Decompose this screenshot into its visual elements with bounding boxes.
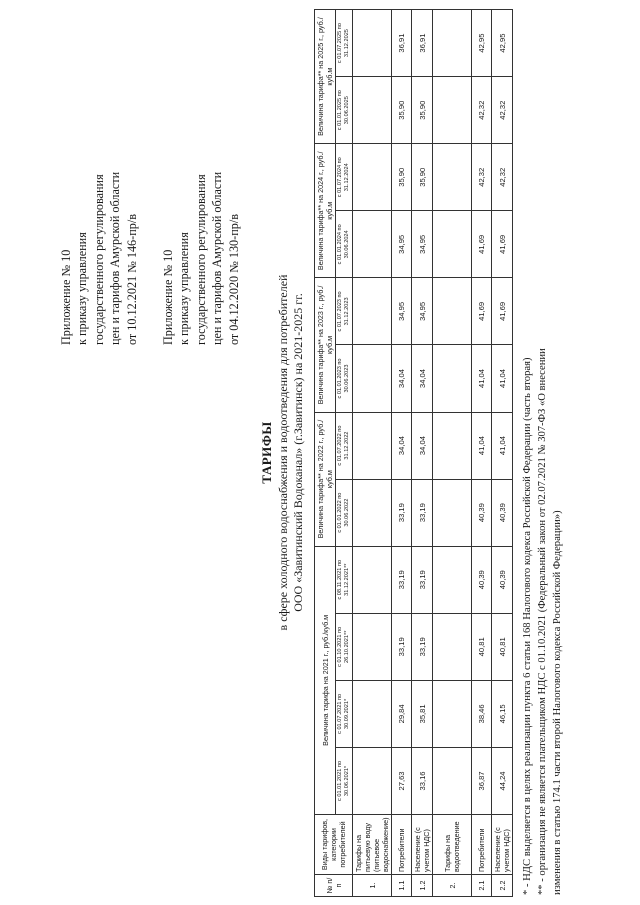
tariff-value-cell [353, 144, 392, 211]
header-year-2025: Величина тарифа** на 2025 г., руб./куб.м [315, 10, 336, 144]
tariff-value-cell [433, 412, 472, 479]
tariff-value-cell [433, 546, 472, 613]
tariff-value-cell [353, 77, 392, 144]
tariff-value-cell: 41,04 [472, 412, 492, 479]
tariff-value-cell [353, 10, 392, 77]
tariff-value-cell [433, 345, 472, 412]
header-year-2023: Величина тарифа** на 2023 г., руб./куб.м [315, 278, 336, 412]
tariff-value-cell: 40,39 [472, 479, 492, 546]
section-row [433, 10, 472, 897]
tariff-table [314, 9, 513, 897]
header-year-2021: Величина тарифа на 2021 г., руб./куб.м [315, 546, 336, 814]
header-year-2024: Величина тарифа** на 2024 г., руб./куб.м [315, 144, 336, 278]
tariff-value-cell: 34,04 [412, 345, 433, 412]
title-line: ООО «Завитинский Водоканал» (г.Завитинск) на 2021-2025 гг. [291, 293, 305, 612]
appendix-line: от 04.12.2020 № 130-пр/в [226, 214, 241, 345]
appendix-line: государственного регулирования [91, 174, 106, 345]
tariff-value-cell: 41,04 [472, 345, 492, 412]
tariff-value-cell: 41,69 [492, 278, 513, 345]
tariff-value-cell [353, 278, 392, 345]
table-body [353, 10, 513, 897]
period-header: с 01.07.2025 по 31.12.2025 [336, 10, 353, 77]
tariff-value-cell: 35,90 [392, 77, 412, 144]
period-header: с 01.07.2024 по 31.12.2024 [336, 144, 353, 211]
appendix-line: к приказу управления [75, 232, 90, 345]
appendix-line: к приказу управления [177, 232, 192, 345]
title-line: в сфере холодного водоснабжения и водоотведения для потребителей [276, 274, 290, 631]
section-row [353, 10, 392, 897]
tariff-value-cell [353, 613, 392, 680]
tariff-value-cell: 46,15 [492, 680, 513, 747]
tariff-value-cell [353, 680, 392, 747]
row-name: Тарифы на питьевую воду (питьевое водоснабжение) [353, 815, 392, 875]
table-row [472, 10, 492, 897]
tariff-value-cell: 42,95 [472, 10, 492, 77]
tariff-value-cell: 40,39 [492, 479, 513, 546]
header-number: № п/п [315, 875, 353, 897]
tariff-value-cell: 42,32 [472, 77, 492, 144]
row-number: 2. [433, 875, 472, 897]
tariff-value-cell [433, 479, 472, 546]
tariff-value-cell: 34,04 [392, 345, 412, 412]
tariff-value-cell: 36,91 [392, 10, 412, 77]
period-header: с 01.01.2025 по 30.06.2025 [336, 77, 353, 144]
row-number: 1.2 [412, 875, 433, 897]
tariff-value-cell: 35,90 [412, 144, 433, 211]
footnotes [520, 5, 565, 895]
row-number: 1. [353, 875, 392, 897]
period-header: с 01.10.2021 по 26.10.2021** [336, 613, 353, 680]
tariff-value-cell: 34,95 [412, 211, 433, 278]
title-heading: ТАРИФЫ [259, 421, 274, 484]
tariff-value-cell: 42,95 [492, 10, 513, 77]
footnote: изменения в статью 174.1 части второй Налогового кодекса Российской Федерации») [552, 510, 563, 895]
tariff-value-cell: 33,19 [392, 613, 412, 680]
tariff-value-cell: 33,19 [412, 613, 433, 680]
header-tariff-type: Виды тарифов, категории потребителей [315, 815, 353, 875]
tariff-value-cell [433, 747, 472, 814]
tariff-value-cell: 41,69 [472, 278, 492, 345]
tariff-value-cell: 34,04 [392, 412, 412, 479]
period-header: с 01.01.2021 по 30.06.2021* [336, 747, 353, 814]
header-year-2022: Величина тарифа** на 2022 г., руб./куб.м [315, 412, 336, 546]
period-header: с 01.07.2023 по 31.12.2023 [336, 278, 353, 345]
appendix-previous-reference [160, 172, 242, 345]
tariff-value-cell: 33,16 [412, 747, 433, 814]
period-header: с 01.01.2022 по 30.06.2022 [336, 479, 353, 546]
footnote: ** - организация не является плательщиком НДС с 01.10.2021 (Федеральный закон от 02.07.2021 № 307-ФЗ «О внесении [537, 348, 548, 895]
tariff-value-cell: 33,19 [392, 546, 412, 613]
tariff-value-cell: 40,39 [472, 546, 492, 613]
tariff-value-cell [433, 278, 472, 345]
row-number: 1.1 [392, 875, 412, 897]
row-name: Тарифы на водоотведение [433, 815, 472, 875]
row-number: 2.2 [492, 875, 513, 897]
tariff-value-cell: 35,81 [412, 680, 433, 747]
appendix-line: цен и тарифов Амурской области [108, 171, 123, 345]
tariff-value-cell: 33,19 [412, 479, 433, 546]
period-header: с 08.11.2021 по 31.12.2021** [336, 546, 353, 613]
tariff-value-cell: 33,19 [412, 546, 433, 613]
row-name: Население (с учетом НДС) [412, 815, 433, 875]
tariff-value-cell [433, 77, 472, 144]
tariff-value-cell [353, 211, 392, 278]
period-header: с 01.07.2021 по 30.09.2021* [336, 680, 353, 747]
tariff-value-cell: 42,32 [492, 77, 513, 144]
tariff-value-cell: 35,90 [392, 144, 412, 211]
appendix-line: цен и тарифов Амурской области [210, 171, 225, 345]
document-title [258, 0, 306, 905]
table-row [492, 10, 513, 897]
tariff-value-cell: 34,95 [412, 278, 433, 345]
appendix-line: государственного регулирования [193, 174, 208, 345]
tariff-value-cell: 41,69 [492, 211, 513, 278]
tariff-value-cell [353, 412, 392, 479]
tariff-value-cell: 33,19 [392, 479, 412, 546]
tariff-value-cell: 42,32 [472, 144, 492, 211]
period-header: с 01.01.2023 по 30.06.2023 [336, 345, 353, 412]
row-name: Потребители [392, 815, 412, 875]
tariff-value-cell: 44,24 [492, 747, 513, 814]
tariff-value-cell: 42,32 [492, 144, 513, 211]
tariff-value-cell: 41,04 [492, 412, 513, 479]
tariff-value-cell: 40,81 [472, 613, 492, 680]
appendix-line: Приложение № 10 [59, 249, 73, 345]
tariff-value-cell [353, 345, 392, 412]
tariff-value-cell: 34,95 [392, 278, 412, 345]
row-name: Население (с учетом НДС) [492, 815, 513, 875]
tariff-value-cell: 41,04 [492, 345, 513, 412]
tariff-value-cell [353, 546, 392, 613]
appendix-current-reference [58, 172, 140, 345]
tariff-value-cell [433, 680, 472, 747]
tariff-value-cell: 40,81 [492, 613, 513, 680]
tariff-value-cell: 34,04 [412, 412, 433, 479]
tariff-value-cell: 27,63 [392, 747, 412, 814]
period-header: с 01.01.2024 по 30.06.2024 [336, 211, 353, 278]
appendix-line: от 10.12.2021 № 146-пр/в [124, 214, 139, 345]
tariff-value-cell [433, 144, 472, 211]
tariff-value-cell: 34,95 [392, 211, 412, 278]
tariff-value-cell [433, 211, 472, 278]
period-header: с 01.07.2022 по 31.12.2022 [336, 412, 353, 479]
tariff-value-cell: 35,90 [412, 77, 433, 144]
appendix-line: Приложение № 10 [161, 249, 175, 345]
footnote: * - НДС выделяется в целях реализации пункта 6 статьи 168 Налогового кодекса Российской Федерации (часть вторая) [522, 357, 533, 895]
tariff-value-cell: 41,69 [472, 211, 492, 278]
tariff-value-cell: 36,87 [472, 747, 492, 814]
tariff-value-cell [433, 613, 472, 680]
tariff-value-cell: 29,84 [392, 680, 412, 747]
row-number: 2.1 [472, 875, 492, 897]
tariff-value-cell: 36,91 [412, 10, 433, 77]
table-row [392, 10, 412, 897]
tariff-value-cell [433, 10, 472, 77]
row-name: Потребители [472, 815, 492, 875]
period-header-row [336, 10, 353, 897]
table-row [412, 10, 433, 897]
tariff-value-cell [353, 747, 392, 814]
tariff-value-cell: 38,46 [472, 680, 492, 747]
tariff-value-cell: 40,39 [492, 546, 513, 613]
tariff-value-cell [353, 479, 392, 546]
